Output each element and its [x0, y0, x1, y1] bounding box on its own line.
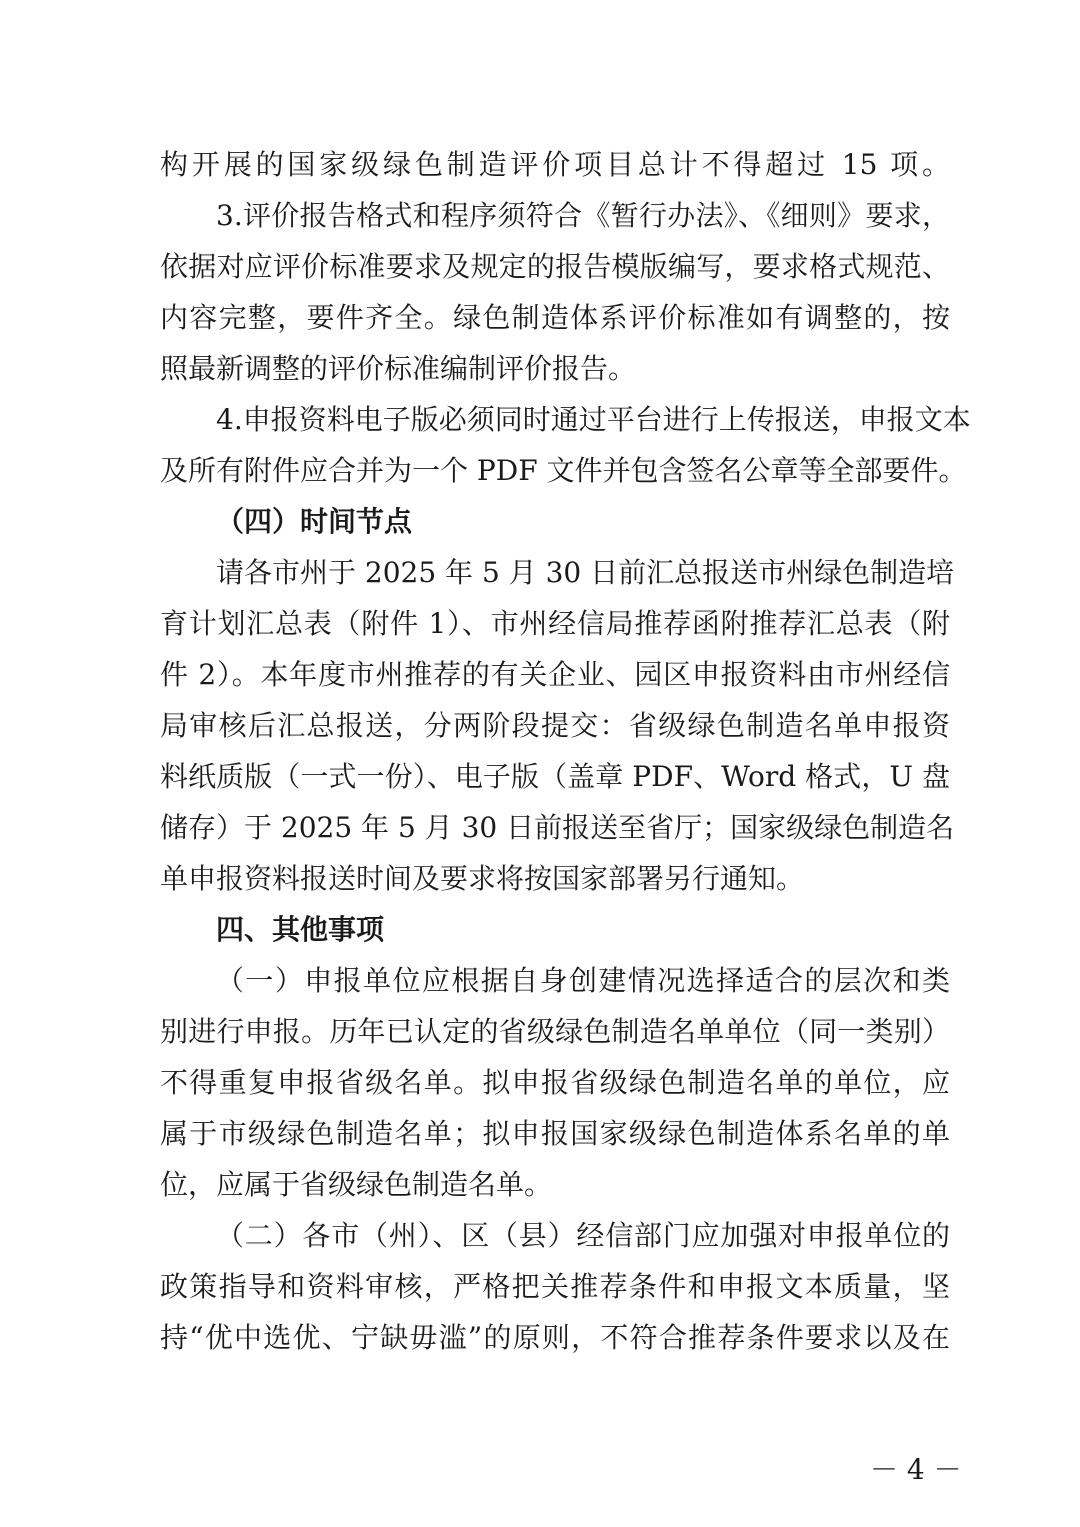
text-line: 照最新调整的评价标准编制评价报告。: [160, 352, 637, 385]
text-line: 持“优中选优、宁缺毋滥”的原则，不符合推荐条件要求以及在: [160, 1321, 950, 1354]
text-line: 内容完整，要件齐全。绿色制造体系评价标准如有调整的，按: [160, 301, 950, 334]
text-line: 位，应属于省级绿色制造名单。: [160, 1168, 553, 1201]
text-line: 构开展的国家级绿色制造评价项目总计不得超过 15 项。: [160, 148, 950, 181]
text-line: 请各市州于 2025 年 5 月 30 日前汇总报送市州绿色制造培: [216, 556, 955, 589]
text-line: （二）各市（州）、区（县）经信部门应加强对申报单位的: [216, 1219, 950, 1252]
text-line: 局审核后汇总报送，分两阶段提交：省级绿色制造名单申报资: [160, 709, 950, 742]
text-line: 依据对应评价标准要求及规定的报告模版编写，要求格式规范、: [160, 250, 950, 283]
text-line: 单申报资料报送时间及要求将按国家部署另行通知。: [160, 862, 805, 895]
text-line: 料纸质版（一式一份）、电子版（盖章 PDF、Word 格式，U 盘: [160, 760, 950, 793]
text-line: 政策指导和资料审核，严格把关推荐条件和申报文本质量，坚: [160, 1270, 950, 1303]
text-line: 属于市级绿色制造名单；拟申报国家级绿色制造体系名单的单: [160, 1117, 950, 1150]
page-number: － 4 －: [870, 1453, 962, 1486]
text-line: 及所有附件应合并为一个 PDF 文件并包含签名公章等全部要件。: [160, 454, 967, 487]
section-heading-other-matters: 四、其他事项: [216, 913, 385, 946]
text-line: 育计划汇总表（附件 1）、市州经信局推荐函附推荐汇总表（附: [160, 607, 950, 640]
text-line: 4.申报资料电子版必须同时通过平台进行上传报送，申报文本: [216, 403, 971, 436]
text-line: 件 2）。本年度市州推荐的有关企业、园区申报资料由市州经信: [160, 658, 950, 691]
text-line: 别进行申报。历年已认定的省级绿色制造名单单位（同一类别）: [160, 1015, 950, 1048]
text-line: 储存）于 2025 年 5 月 30 日前报送至省厅；国家级绿色制造名: [160, 811, 955, 844]
text-line: 不得重复申报省级名单。拟申报省级绿色制造名单的单位，应: [160, 1066, 950, 1099]
text-line: （一）申报单位应根据自身创建情况选择适合的层次和类: [216, 964, 950, 997]
section-heading-timeline: （四）时间节点: [216, 505, 413, 538]
text-line: 3.评价报告格式和程序须符合《暂行办法》、《细则》要求，: [216, 199, 950, 232]
